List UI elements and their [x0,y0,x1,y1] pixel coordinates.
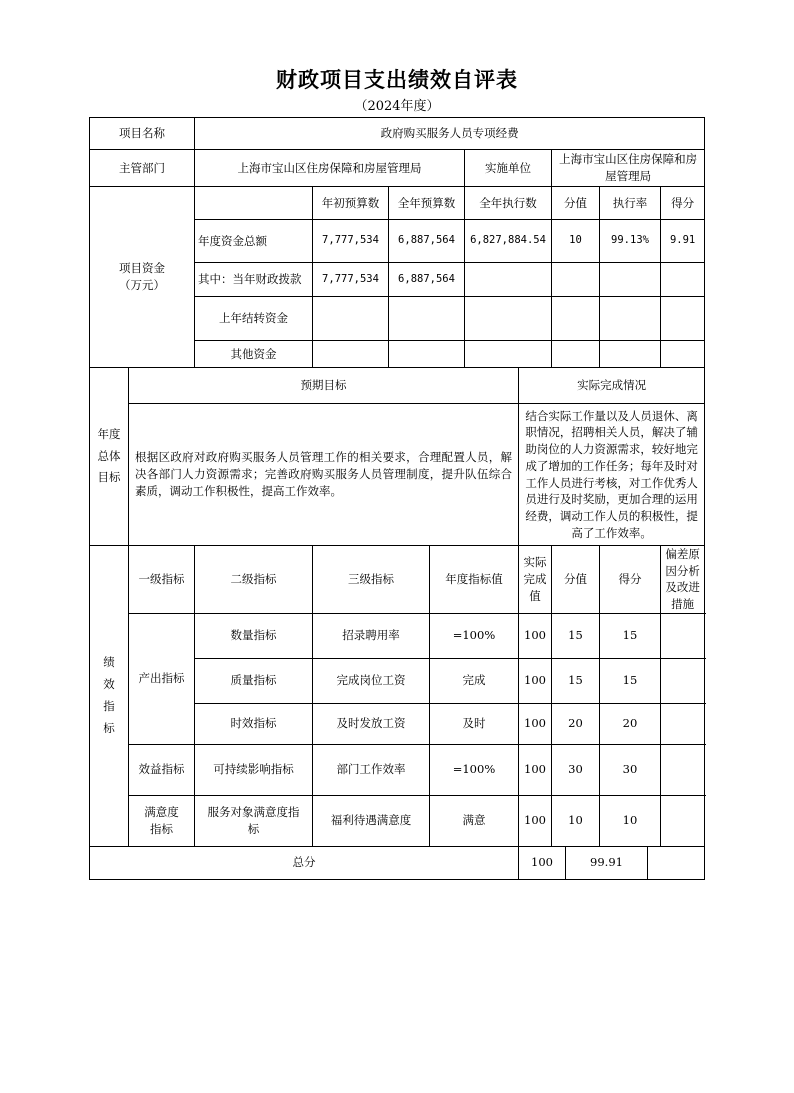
score-value: 15 [552,613,600,658]
funds-label: 项目资金 [119,261,165,276]
level2-indicator: 质量指标 [195,658,313,703]
funds-cell: 6,887,564 [389,263,465,297]
score-value: 10 [552,795,600,846]
benefit-indicator-label: 效益指标 [129,744,195,795]
funds-cell: 6,827,884.54 [465,220,552,263]
level2-indicator: 服务对象满意度指标 [195,795,313,846]
got-value: 10 [600,795,661,846]
actual-value: 100 [519,658,552,703]
indicator-header: 分值 [552,546,600,614]
goals-content-row [90,404,705,546]
actual-value: 100 [519,613,552,658]
output-indicator-label: 产出指标 [129,613,195,744]
total-label: 总分 [90,846,519,879]
project-name-label: 项目名称 [90,118,195,150]
impl-value: 上海市宝山区住房保障和房屋管理局 [552,150,705,187]
funds-cell [465,341,552,368]
expected-goal-text: 根据区政府对政府购买服务人员管理工作的相关要求，合理配置人员，解决各部门人力资源需求；完善政府购买服务人员管理制度，提升队伍综合素质，调动工作积极性，提高工作效率。 [129,404,519,546]
page-title: 财政项目支出绩效自评表 [276,68,518,92]
funds-cell: 99.13% [600,220,661,263]
deviation-note [661,703,705,744]
actual-value: 100 [519,703,552,744]
level3-indicator: 福利待遇满意度 [313,795,430,846]
funds-row-label: 其他资金 [195,341,313,368]
expected-goal-header: 预期目标 [129,368,519,404]
funds-cell: 7,777,534 [313,263,389,297]
performance-label: 绩效指标 [90,546,129,847]
satisfaction-indicator-label: 满意度指标 [129,795,195,846]
target-value: =100% [430,744,519,795]
score-value: 30 [552,744,600,795]
indicator-header: 三级指标 [313,546,430,614]
total-got: 99.91 [566,846,648,879]
deviation-note [661,795,705,846]
funds-cell: 7,777,534 [313,220,389,263]
indicator-header-row [90,546,705,614]
funds-cell [313,341,389,368]
target-value: =100% [430,613,519,658]
actual-result-header: 实际完成情况 [519,368,705,404]
deviation-note [661,658,705,703]
indicator-header: 年度指标值 [430,546,519,614]
total-note [648,846,705,879]
got-value: 15 [600,613,661,658]
level3-indicator: 部门工作效率 [313,744,430,795]
deviation-note [661,613,705,658]
funds-cell [552,263,600,297]
funds-cell [552,341,600,368]
indicator-row [90,744,705,795]
got-value: 20 [600,703,661,744]
funds-label-cell [90,187,195,368]
level3-indicator: 招录聘用率 [313,613,430,658]
impl-label: 实施单位 [465,150,552,187]
score-value: 20 [552,703,600,744]
level2-indicator: 数量指标 [195,613,313,658]
funds-header: 年初预算数 [313,187,389,220]
goals-label: 年度总体目标 [90,368,129,546]
funds-cell [661,341,705,368]
funds-cell [313,297,389,341]
indicator-row [90,795,705,846]
target-value: 及时 [430,703,519,744]
total-row [90,846,705,879]
funds-cell [661,263,705,297]
goals-header-row [90,368,705,404]
funds-cell [465,297,552,341]
indicator-header: 得分 [600,546,661,614]
funds-cell: 6,887,564 [389,220,465,263]
funds-cell [600,263,661,297]
funds-row-label: 年度资金总额 [195,220,313,263]
funds-cell [465,263,552,297]
indicator-row [90,613,705,658]
funds-header: 执行率 [600,187,661,220]
funds-header: 分值 [552,187,600,220]
funds-cell [661,297,705,341]
indicator-header: 一级指标 [129,546,195,614]
indicator-header: 偏差原因分析及改进措施 [661,546,705,614]
actual-result-text: 结合实际工作量以及人员退休、离职情况，招聘相关人员，解决了辅助岗位的人力资源需求，较好地完成了增加的工作任务；每年及时对工作人员进行考核，对工作优秀人员进行及时奖励，更加合理的运用经费，调动工作人员的积极性，提高了工作效率。 [519,404,705,546]
funds-header-row [90,187,705,220]
funds-cell [600,341,661,368]
target-value: 完成 [430,658,519,703]
funds-row-label: 上年结转资金 [195,297,313,341]
project-name-value: 政府购买服务人员专项经费 [195,118,705,150]
deviation-note [661,744,705,795]
funds-corner-cell [195,187,313,220]
funds-cell [389,297,465,341]
level3-indicator: 完成岗位工资 [313,658,430,703]
level3-indicator: 及时发放工资 [313,703,430,744]
funds-cell: 10 [552,220,600,263]
funds-header: 全年预算数 [389,187,465,220]
indicator-header: 实际完成值 [519,546,552,614]
funds-header: 得分 [661,187,705,220]
score-value: 15 [552,658,600,703]
funds-cell [552,297,600,341]
level2-indicator: 可持续影响指标 [195,744,313,795]
total-score: 100 [519,846,566,879]
got-value: 30 [600,744,661,795]
department-row [90,150,705,187]
self-evaluation-table [89,117,705,880]
funds-header: 全年执行数 [465,187,552,220]
funds-unit: （万元） [119,278,165,292]
actual-value: 100 [519,795,552,846]
actual-value: 100 [519,744,552,795]
project-name-row [90,118,705,150]
funds-row-label: 其中：当年财政拨款 [195,263,313,297]
funds-cell: 9.91 [661,220,705,263]
dept-label: 主管部门 [90,150,195,187]
indicator-header: 二级指标 [195,546,313,614]
target-value: 满意 [430,795,519,846]
got-value: 15 [600,658,661,703]
dept-value: 上海市宝山区住房保障和房屋管理局 [195,150,465,187]
level2-indicator: 时效指标 [195,703,313,744]
year-note: （2024年度） [354,99,440,114]
funds-cell [389,341,465,368]
funds-cell [600,297,661,341]
